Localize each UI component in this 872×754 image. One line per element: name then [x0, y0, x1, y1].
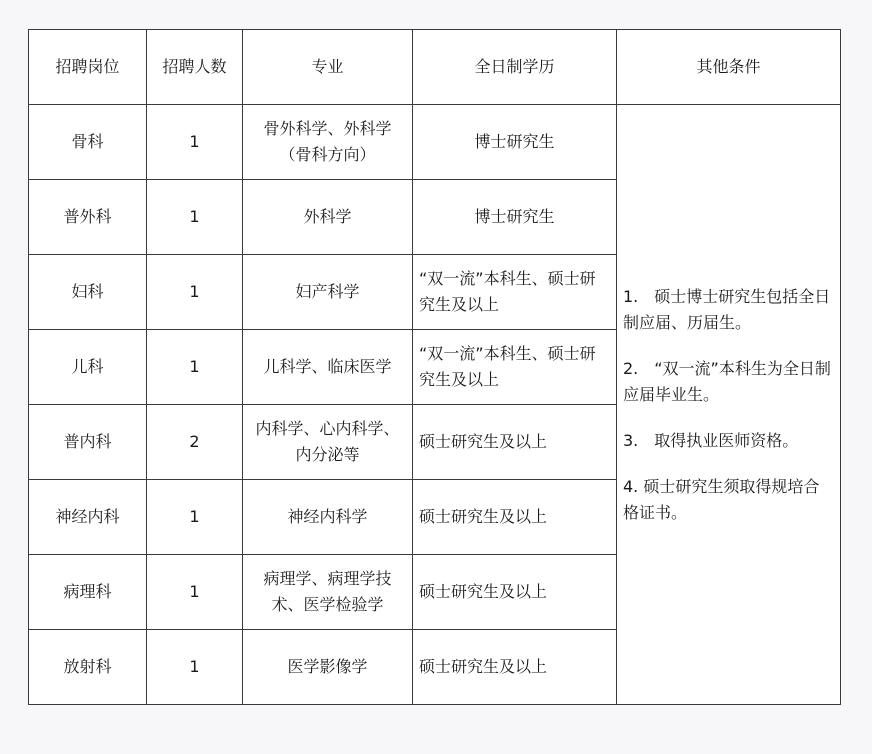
cell-education: 博士研究生	[413, 105, 617, 180]
cell-education: 博士研究生	[413, 180, 617, 255]
cell-position: 普内科	[29, 405, 147, 480]
cell-position: 骨科	[29, 105, 147, 180]
condition-item: 4. 硕士研究生须取得规培合格证书。	[623, 476, 820, 522]
cell-position: 妇科	[29, 255, 147, 330]
condition-item: 3. 取得执业医师资格。	[623, 430, 799, 450]
cell-major: 神经内科学	[243, 480, 413, 555]
cell-major: 妇产科学	[243, 255, 413, 330]
cell-education: 硕士研究生及以上	[413, 555, 617, 630]
cell-count: 1	[147, 255, 243, 330]
cell-education: “双一流”本科生、硕士研究生及以上	[413, 255, 617, 330]
cell-position: 儿科	[29, 330, 147, 405]
cell-count: 1	[147, 555, 243, 630]
cell-major: 病理学、病理学技术、医学检验学	[243, 555, 413, 630]
cell-education: “双一流”本科生、硕士研究生及以上	[413, 330, 617, 405]
cell-count: 1	[147, 180, 243, 255]
header-other-conditions: 其他条件	[617, 30, 841, 105]
cell-major: 内科学、心内科学、内分泌等	[243, 405, 413, 480]
cell-position: 病理科	[29, 555, 147, 630]
cell-major: 儿科学、临床医学	[243, 330, 413, 405]
header-position: 招聘岗位	[29, 30, 147, 105]
other-conditions-cell	[617, 105, 841, 705]
condition-item: 2. “双一流”本科生为全日制应届毕业生。	[623, 358, 831, 404]
cell-education: 硕士研究生及以上	[413, 630, 617, 705]
condition-item: 1. 硕士博士研究生包括全日制应届、历届生。	[623, 286, 831, 332]
cell-position: 普外科	[29, 180, 147, 255]
cell-major: 医学影像学	[243, 630, 413, 705]
cell-count: 1	[147, 480, 243, 555]
header-count: 招聘人数	[147, 30, 243, 105]
table-row	[29, 105, 841, 180]
header-major: 专业	[243, 30, 413, 105]
cell-count: 2	[147, 405, 243, 480]
table-header-row	[29, 30, 841, 105]
cell-position: 放射科	[29, 630, 147, 705]
cell-count: 1	[147, 105, 243, 180]
cell-education: 硕士研究生及以上	[413, 480, 617, 555]
cell-major: 外科学	[243, 180, 413, 255]
cell-count: 1	[147, 330, 243, 405]
header-education: 全日制学历	[413, 30, 617, 105]
cell-education: 硕士研究生及以上	[413, 405, 617, 480]
recruitment-table	[28, 29, 841, 705]
cell-major: 骨外科学、外科学（骨科方向）	[243, 105, 413, 180]
cell-count: 1	[147, 630, 243, 705]
cell-position: 神经内科	[29, 480, 147, 555]
